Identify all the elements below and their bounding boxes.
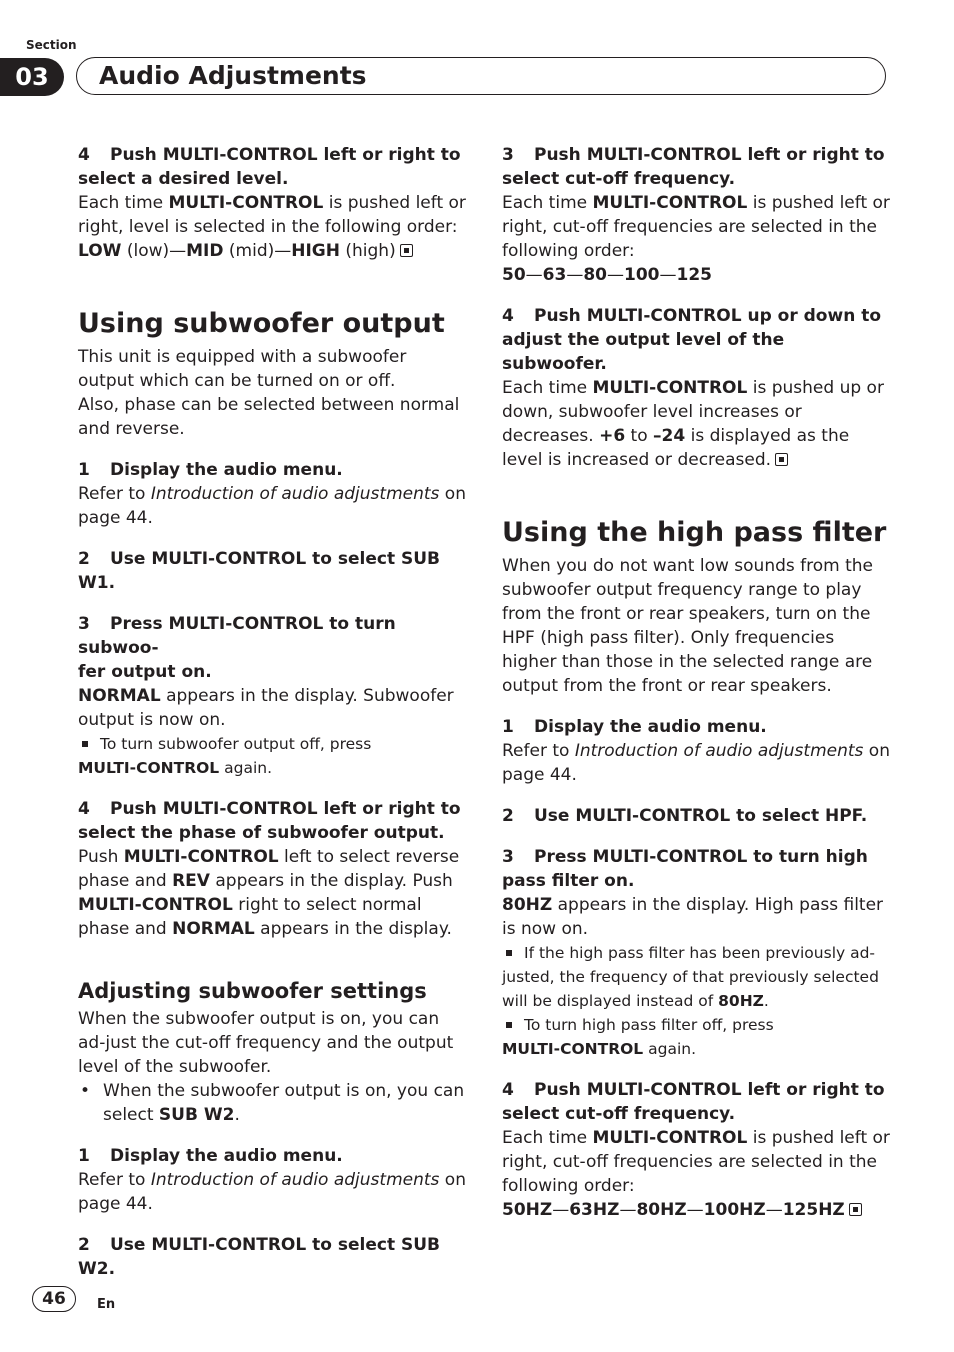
page-number: 46 (32, 1286, 76, 1312)
right-column (502, 143, 890, 1222)
right-step-4: 4 Push MULTI-CONTROL up or down to adjust the output level of the subwoofer. (502, 306, 882, 374)
step-3-turn-on: 3 Press MULTI-CONTROL to turn subwoo- fer output on. (78, 614, 396, 682)
hpf-step-3-description: 80HZ appears in the display. High pass filter is now on. (502, 895, 884, 939)
hpf-step-4: 4 Push MULTI-CONTROL left or right to select cut-off frequency. (502, 1080, 885, 1124)
note-square-icon (506, 1022, 512, 1028)
section-number: 03 (0, 58, 64, 96)
step-1-reference: Refer to Introduction of audio adjustments on page 44. (78, 484, 466, 528)
note-square-icon (82, 741, 88, 747)
heading-using-high-pass-filter: Using the high pass filter (502, 517, 887, 548)
bullet-dot-icon: • (80, 1081, 91, 1101)
step-1-display-menu: 1 Display the audio menu. (78, 460, 343, 480)
step-4-phase-description: Push MULTI-CONTROL left to select reverse phase and REV appears in the display. Push MULTI-CONTROL right to select normal phase and NORMAL appears in the display. (78, 847, 460, 939)
right-step-3-description: Each time MULTI-CONTROL is pushed left or right, cut-off frequencies are selected in the following order: 50—63—80—100—125 (502, 193, 890, 285)
end-mark-icon (849, 1203, 862, 1216)
adjust-step-2: 2 Use MULTI-CONTROL to select SUB W2. (78, 1235, 440, 1279)
level-description: Each time MULTI-CONTROL is pushed left or right, level is selected in the following order: LOW (low)—MID (mid)—HIGH (high) (78, 193, 466, 261)
hpf-step-3: 3 Press MULTI-CONTROL to turn high pass filter on. (502, 847, 868, 891)
section-title: Audio Adjustments (99, 61, 367, 90)
subwoofer-intro-1: This unit is equipped with a subwoofer output which can be turned on or off. (78, 347, 407, 391)
section-title-box (76, 57, 886, 95)
right-step-3: 3 Push MULTI-CONTROL left or right to select cut-off frequency. (502, 145, 885, 189)
note-square-icon (506, 950, 512, 956)
hpf-step-2: 2 Use MULTI-CONTROL to select HPF. (502, 806, 868, 826)
hpf-step-3-note-2: To turn high pass filter off, press MULTI-CONTROL again. (502, 1016, 774, 1058)
adjust-step-1-reference: Refer to Introduction of audio adjustments on page 44. (78, 1170, 466, 1214)
adjust-step-1: 1 Display the audio menu. (78, 1146, 343, 1166)
section-label: Section (26, 38, 77, 52)
hpf-step-1: 1 Display the audio menu. (502, 717, 767, 737)
hpf-step-1-reference: Refer to Introduction of audio adjustments on page 44. (502, 741, 890, 785)
right-step-4-description: Each time MULTI-CONTROL is pushed up or down, subwoofer level increases or decreases. +6 to –24 is displayed as the level is increased or decreased. (502, 378, 884, 470)
heading-using-subwoofer-output: Using subwoofer output (78, 308, 445, 339)
language-label: En (97, 1297, 116, 1312)
hpf-step-3-note-1: If the high pass filter has been previously ad-justed, the frequency of that previously selected will be displayed instead of 80HZ. (502, 944, 879, 1010)
end-mark-icon (775, 453, 788, 466)
hpf-step-4-description: Each time MULTI-CONTROL is pushed left or right, cut-off frequencies are selected in the following order: 50HZ—63HZ—80HZ—100HZ—125HZ (502, 1128, 890, 1220)
left-column (78, 143, 466, 1281)
step-3-note: To turn subwoofer output off, press MULTI-CONTROL again. (78, 735, 372, 777)
end-mark-icon (400, 244, 413, 257)
subwoofer-intro-2: Also, phase can be selected between normal and reverse. (78, 395, 460, 439)
heading-adjusting-subwoofer-settings: Adjusting subwoofer settings (78, 979, 427, 1003)
step-4-phase: 4 Push MULTI-CONTROL left or right to select the phase of subwoofer output. (78, 799, 461, 843)
step-4-level: 4 Push MULTI-CONTROL left or right to select a desired level. (78, 145, 461, 189)
adjusting-bullet: • When the subwoofer output is on, you can select SUB W2. (80, 1081, 465, 1125)
adjusting-intro: When the subwoofer output is on, you can ad-just the cut-off frequency and the output level of the subwoofer. (78, 1009, 454, 1077)
step-2-select-sub-w1: 2 Use MULTI-CONTROL to select SUB W1. (78, 549, 440, 593)
hpf-intro: When you do not want low sounds from the subwoofer output frequency range to play from the front or rear speakers, turn on the HPF (high pass filter). Only frequencies higher than those in the selected range are output from the front or rear speakers. (502, 556, 874, 696)
step-3-description: NORMAL appears in the display. Subwoofer output is now on. (78, 686, 454, 730)
